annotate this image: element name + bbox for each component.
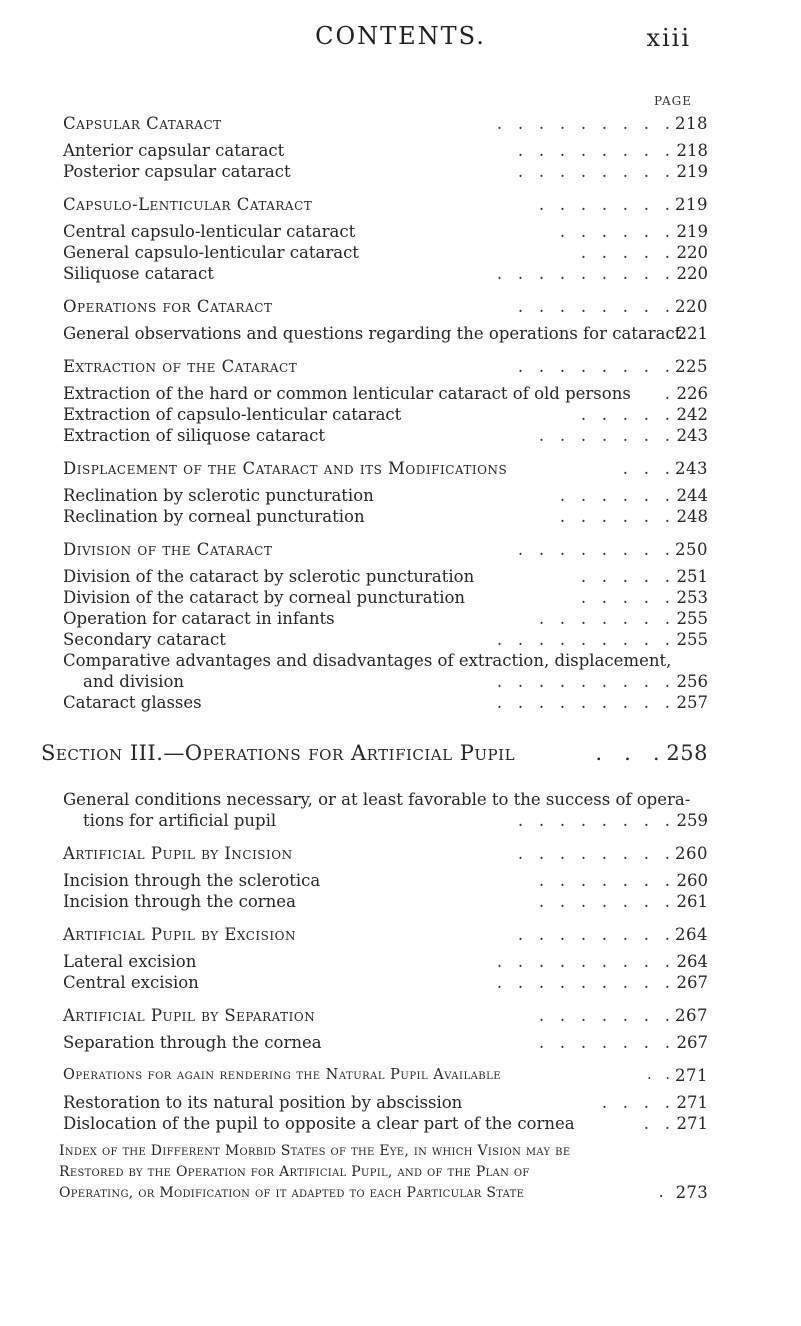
leader-dots: . . . <box>622 459 670 478</box>
toc-entry-title: Artificial Pupil by Incision <box>63 844 293 863</box>
toc-entry <box>63 951 708 972</box>
toc-page-number: 248 <box>676 507 708 526</box>
toc-entry-continuation <box>63 671 708 692</box>
toc-entry <box>63 650 708 671</box>
toc-heading <box>63 458 708 479</box>
toc-entry <box>63 425 708 446</box>
leader-dots: . . <box>646 1067 670 1083</box>
toc-page-number: 264 <box>676 952 708 971</box>
leader-dots: . . . . . <box>580 243 670 262</box>
toc-entry-title: Cataract glasses <box>63 693 202 712</box>
leader-dots: . . . . . . . . . <box>496 114 670 133</box>
toc-entry-title: General observations and questions regarding the operations for cataract <box>63 324 682 343</box>
index-line <box>59 1140 708 1161</box>
toc-page-number: 225 <box>675 357 708 376</box>
toc-heading <box>63 296 708 317</box>
toc-entry-title: Operation for cataract in infants <box>63 609 335 628</box>
toc-entry <box>63 587 708 608</box>
toc-page-number: 218 <box>676 141 708 160</box>
toc-entry <box>63 1032 708 1053</box>
toc-entry <box>63 383 708 404</box>
running-header-title: CONTENTS. <box>315 22 486 50</box>
leader-dots: . . . . . . . <box>538 609 670 628</box>
toc-page-number: 267 <box>676 973 708 992</box>
toc-entry <box>63 1092 708 1113</box>
leader-dots: . . . . . <box>580 405 670 424</box>
toc-entry-title: Division of the cataract by corneal puncturation <box>63 588 466 607</box>
leader-dots: . . . . . . . . . <box>496 264 670 283</box>
toc-entry <box>63 161 708 182</box>
leader-dots: . . . . . <box>580 588 670 607</box>
toc-page-number: 243 <box>676 426 708 445</box>
toc-heading <box>63 356 708 377</box>
toc-page-number: 255 <box>676 630 708 649</box>
toc-entry-title: General conditions necessary, or at least favorable to the success of opera- <box>63 790 691 809</box>
leader-dots: . . . . . . . . <box>517 357 670 376</box>
leader-dots: . . . . . . . . . <box>496 672 670 691</box>
toc-page-number: 267 <box>676 1033 708 1052</box>
toc-entry-title: Incision through the cornea <box>63 892 296 911</box>
toc-entry <box>63 870 708 891</box>
toc-page-number: 219 <box>675 195 708 214</box>
toc-heading <box>63 113 708 134</box>
leader-dots: . . . . . . . . <box>517 162 670 181</box>
toc-entry-title: Separation through the cornea <box>63 1033 322 1052</box>
toc-page-number: 220 <box>675 297 708 316</box>
toc-entry-title: Division of the cataract by sclerotic puncturation <box>63 567 475 586</box>
toc-entry-title: Extraction of the hard or common lenticular cataract of old persons <box>63 384 631 403</box>
toc-entry <box>63 972 708 993</box>
toc-entry <box>63 242 708 263</box>
toc-entry-title: Extraction of the Cataract <box>63 357 298 376</box>
toc-entry-title: Reclination by corneal puncturation <box>63 507 365 526</box>
toc-entry-title: Anterior capsular cataract <box>63 141 285 160</box>
index-text: Index of the Different Morbid States of the Eye, in which Vision may be <box>59 1143 571 1159</box>
toc-entry-title: Posterior capsular cataract <box>63 162 291 181</box>
toc-heading <box>63 539 708 560</box>
leader-dots: . . . . . . . . . <box>496 973 670 992</box>
page-number: xiii <box>646 24 691 52</box>
toc-entry-title: Operations for Cataract <box>63 297 273 316</box>
toc-page-number: 255 <box>676 609 708 628</box>
toc-page-number: 219 <box>676 222 708 241</box>
leader-dots: . . . . . . . <box>538 426 670 445</box>
toc-entry-title: Lateral excision <box>63 952 197 971</box>
toc-page-number: 256 <box>676 672 708 691</box>
leader-dots: . . . . . . . . <box>517 811 670 830</box>
toc-entry-title: Secondary cataract <box>63 630 226 649</box>
toc-page-number: 267 <box>675 1006 708 1025</box>
toc-heading <box>63 924 708 945</box>
toc-entry-title: Displacement of the Cataract and its Modifications <box>63 459 508 478</box>
toc-entry-title: and division <box>83 672 185 691</box>
toc-page-number: 221 <box>676 324 708 343</box>
toc-page-number: 271 <box>675 1066 708 1085</box>
toc-entry-title: Dislocation of the pupil to opposite a clear part of the cornea <box>63 1114 575 1133</box>
section-heading <box>41 739 708 767</box>
toc-entry-title: Reclination by sclerotic puncturation <box>63 486 374 505</box>
toc-entry-title: Central excision <box>63 973 199 992</box>
leader-dots: . . . . . . . . . <box>496 952 670 971</box>
leader-dots: . . . . . . . <box>538 871 670 890</box>
toc-page-number: 242 <box>676 405 708 424</box>
toc-page-number: 253 <box>676 588 708 607</box>
toc-page-number: 257 <box>676 693 708 712</box>
toc-entry-title: Extraction of capsulo-lenticular cataract <box>63 405 402 424</box>
toc-heading <box>63 843 708 864</box>
toc-entry <box>63 891 708 912</box>
index-heading <box>59 1140 708 1203</box>
toc-page-number: 260 <box>676 871 708 890</box>
toc-page-number: 218 <box>675 114 708 133</box>
toc-page-number: 220 <box>676 264 708 283</box>
leader-dots: . . . . . . <box>559 222 670 241</box>
index-line <box>59 1161 708 1182</box>
toc-page-number: 271 <box>676 1114 708 1133</box>
leader-dots: . . . . <box>601 1093 670 1112</box>
leader-dots: . . . . . . . <box>538 1006 670 1025</box>
leader-dots: . . . . . . . <box>538 1033 670 1052</box>
toc-page-number: 264 <box>675 925 708 944</box>
toc-entry-title: Capsulo-Lenticular Cataract <box>63 195 313 214</box>
toc-entry <box>63 789 708 810</box>
toc-entry <box>63 221 708 242</box>
toc-page-number: 219 <box>676 162 708 181</box>
leader-dots: . . . . . . . . <box>517 141 670 160</box>
leader-dots: . <box>664 384 670 403</box>
leader-dots: . . . . . . . <box>538 195 670 214</box>
toc-entry-title: Restoration to its natural position by abscission <box>63 1093 463 1112</box>
toc-entry-title: Artificial Pupil by Excision <box>63 925 296 944</box>
leader-dots: . . . . . . . . . <box>496 693 670 712</box>
toc-entry-continuation <box>63 810 708 831</box>
toc-entry <box>63 263 708 284</box>
leader-dots: . . . . . . . . <box>517 540 670 559</box>
toc-entry <box>63 566 708 587</box>
leader-dots: . . . . . . . . <box>517 297 670 316</box>
toc-heading <box>63 1005 708 1026</box>
leader-dots: . . . . . . . . . <box>496 630 670 649</box>
toc-entry <box>63 323 708 344</box>
toc-page-number: 261 <box>676 892 708 911</box>
toc-page-number: 243 <box>675 459 708 478</box>
toc-page-number: 259 <box>676 811 708 830</box>
toc-entry-title: tions for artificial pupil <box>83 811 277 830</box>
leader-dots: . . <box>643 1114 670 1133</box>
toc-entry <box>63 404 708 425</box>
leader-dots: . . . . . . <box>559 486 670 505</box>
toc-entry-title: Central capsulo-lenticular cataract <box>63 222 356 241</box>
leader-dots: . . . . . . . . <box>517 925 670 944</box>
toc-heading <box>63 194 708 215</box>
toc-page-number: 226 <box>676 384 708 403</box>
toc-entry-title: Incision through the sclerotica <box>63 871 321 890</box>
toc-page-number: 251 <box>676 567 708 586</box>
leader-dots: . . . . . . . <box>538 892 670 911</box>
toc-page-number: 273 <box>675 1183 708 1202</box>
toc-page-number: 258 <box>666 741 708 765</box>
index-line <box>59 1182 708 1203</box>
toc-entry-title: Division of the Cataract <box>63 540 273 559</box>
toc-entry-title: Artificial Pupil by Separation <box>63 1006 316 1025</box>
index-text: Restored by the Operation for Artificial Pupil, and of the Plan of <box>59 1164 530 1180</box>
toc-entry-title: Operations for again rendering the Natural Pupil Available <box>63 1067 502 1083</box>
leader-dots: . . . . . . . . <box>517 844 670 863</box>
toc-entry <box>63 608 708 629</box>
toc-entry <box>63 629 708 650</box>
toc-entry-title: Extraction of siliquose cataract <box>63 426 325 445</box>
toc-page-number: 260 <box>675 844 708 863</box>
toc-entry <box>63 485 708 506</box>
index-text: Operating, or Modification of it adapted to each Particular State <box>59 1185 525 1201</box>
toc-entry-title: Comparative advantages and disadvantages of extraction, displacement, <box>63 651 672 670</box>
toc-entry <box>63 692 708 713</box>
leader-dots: . . . . . <box>580 567 670 586</box>
toc-entry <box>63 1113 708 1134</box>
leader-dots: . . . . . . <box>559 507 670 526</box>
table-of-contents <box>41 110 708 1203</box>
page-column-label: PAGE <box>654 94 692 108</box>
leader-dots: . <box>658 1183 664 1201</box>
toc-page-number: 220 <box>676 243 708 262</box>
toc-entry <box>63 506 708 527</box>
toc-page-number: 244 <box>676 486 708 505</box>
toc-entry <box>63 140 708 161</box>
toc-entry-title: Capsular Cataract <box>63 114 222 133</box>
toc-page-number: 250 <box>675 540 708 559</box>
section-title: Section III.—Operations for Artificial Pupil <box>41 741 516 765</box>
leader-dots: . . . <box>595 741 660 765</box>
toc-entry-title: Siliquose cataract <box>63 264 214 283</box>
toc-entry-title: General capsulo-lenticular cataract <box>63 243 359 262</box>
toc-heading <box>63 1065 708 1086</box>
toc-page-number: 271 <box>676 1093 708 1112</box>
